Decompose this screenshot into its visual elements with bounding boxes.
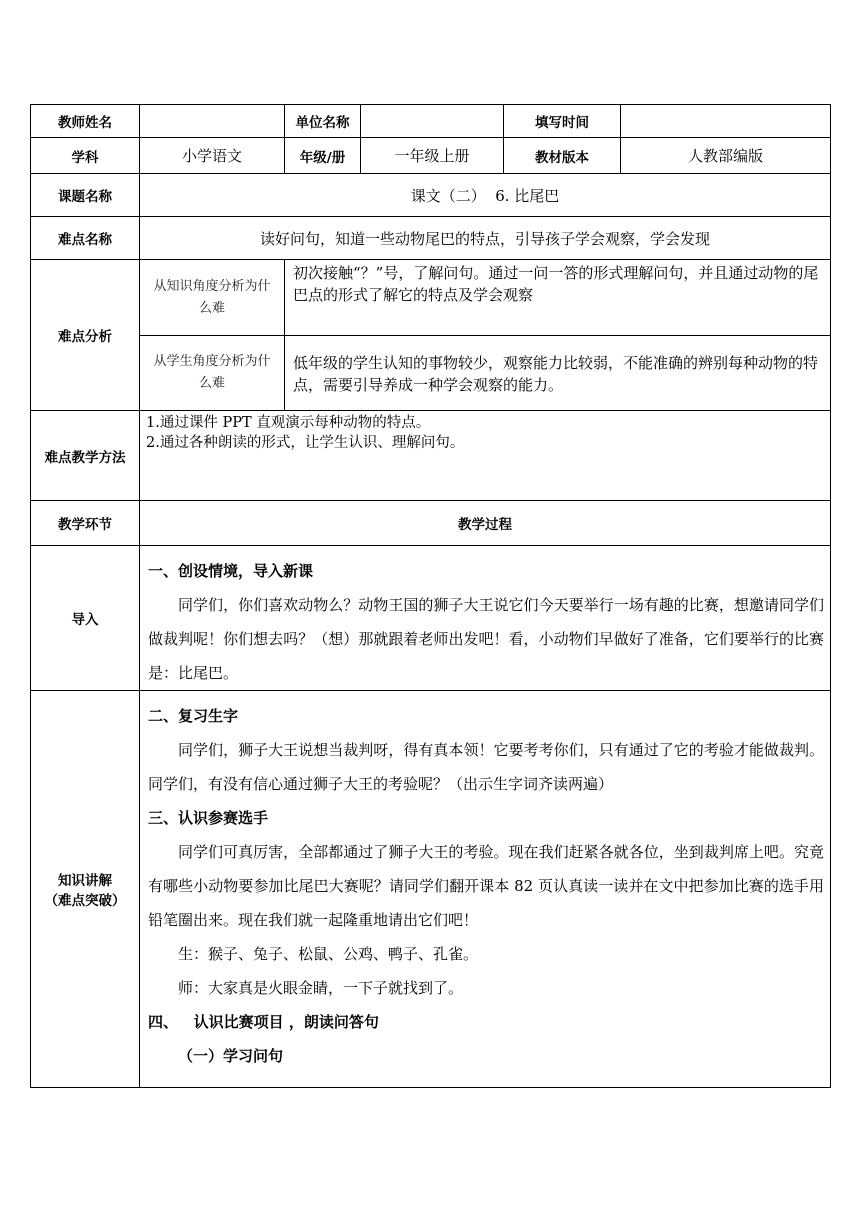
- topic-label: 课题名称: [31, 174, 140, 217]
- question-sub-heading: （一）学习问句: [178, 1047, 284, 1065]
- contestants-heading: 三、认识参赛选手: [148, 809, 269, 827]
- row-knowledge: [31, 691, 831, 1088]
- method-item-1: 1.通过课件 PPT 直观演示每种动物的特点。: [146, 415, 431, 431]
- row-teacher: [31, 105, 831, 138]
- grade-value: 一年级上册: [361, 138, 504, 174]
- row-intro: [31, 546, 831, 691]
- student-angle-text: 低年级的学生认知的事物较少，观察能力比较弱，不能准确的辨别每种动物的特点，需要引导养成一种学会观察的能力。: [285, 336, 831, 411]
- edition-value: 人教部编版: [621, 138, 831, 174]
- review-heading: 二、复习生字: [148, 707, 239, 725]
- process-header-label: 教学过程: [140, 501, 831, 546]
- event-heading: 四、 认识比赛项目 ，朗读问答句: [148, 1013, 379, 1031]
- fill-date-label: 填写时间: [504, 105, 621, 138]
- method-item-2: 2.通过各种朗读的形式，让学生认识、理解问句。: [146, 435, 465, 451]
- row-difficulty: [31, 217, 831, 260]
- intro-stage-label: 导入: [31, 546, 140, 691]
- contestants-paragraph: 同学们可真厉害，全部都通过了狮子大王的考验。现在我们赶紧各就各位，坐到裁判席上吧。究竟有哪些小动物要参加比尾巴大赛呢？请同学们翻开课本 82 页认真读一读并在文中把参加比赛的选手用铅笔圈出来。现在我们就一起隆重地请出它们吧！: [148, 843, 824, 929]
- teacher-name-value: [140, 105, 285, 138]
- row-method: [31, 411, 831, 501]
- review-paragraph: 同学们，狮子大王说想当裁判呀，得有真本领！它要考考你们，只有通过了它的考验才能做裁判。同学们，有没有信心通过狮子大王的考验呢？（出示生字词齐读两遍）: [148, 741, 824, 793]
- unit-name-value: [361, 105, 504, 138]
- row-topic: [31, 174, 831, 217]
- intro-paragraph: 同学们，你们喜欢动物么？动物王国的狮子大王说它们今天要举行一场有趣的比赛，想邀请同学们做裁判呢！你们想去吗？（想）那就跟着老师出发吧！看，小动物们早做好了准备，它们要举行的比赛是：比尾巴。: [148, 596, 824, 682]
- row-analysis-student: [31, 336, 831, 411]
- method-label: 难点教学方法: [31, 411, 140, 501]
- knowledge-angle-label: 从知识角度分析为什么难: [140, 260, 285, 336]
- method-list: [140, 411, 831, 501]
- knowledge-angle-text: 初次接触“？”号，了解问句。通过一问一答的形式理解问句，并且通过动物的尾巴点的形式了解它的特点及学会观察: [285, 260, 831, 336]
- difficulty-label: 难点名称: [31, 217, 140, 260]
- teacher-response-line: 师：大家真是火眼金睛，一下子就找到了。: [178, 979, 464, 997]
- row-analysis-knowledge: [31, 260, 831, 336]
- edition-label: 教材版本: [504, 138, 621, 174]
- topic-value: 课文（二） 6. 比尾巴: [140, 174, 831, 217]
- knowledge-stage-label: [31, 691, 140, 1088]
- intro-heading: 一、创设情境，导入新课: [148, 562, 314, 580]
- knowledge-process: [140, 691, 831, 1088]
- subject-value: 小学语文: [140, 138, 285, 174]
- grade-label: 年级/册: [285, 138, 361, 174]
- fill-date-value: [621, 105, 831, 138]
- subject-label: 学科: [31, 138, 140, 174]
- unit-name-label: 单位名称: [285, 105, 361, 138]
- analysis-label: 难点分析: [31, 260, 140, 411]
- teacher-name-label: 教师姓名: [31, 105, 140, 138]
- row-process-header: [31, 501, 831, 546]
- stage-header-label: 教学环节: [31, 501, 140, 546]
- knowledge-label-line1: 知识讲解: [58, 873, 112, 889]
- row-subject: [31, 138, 831, 174]
- student-angle-label: 从学生角度分析为什么难: [140, 336, 285, 411]
- difficulty-value: 读好问句，知道一些动物尾巴的特点，引导孩子学会观察，学会发现: [140, 217, 831, 260]
- intro-process: [140, 546, 831, 691]
- student-answer-line: 生：猴子、兔子、松鼠、公鸡、鸭子、孔雀。: [178, 945, 479, 963]
- knowledge-label-line2: （难点突破）: [44, 893, 126, 909]
- lesson-plan-table: [30, 104, 831, 1088]
